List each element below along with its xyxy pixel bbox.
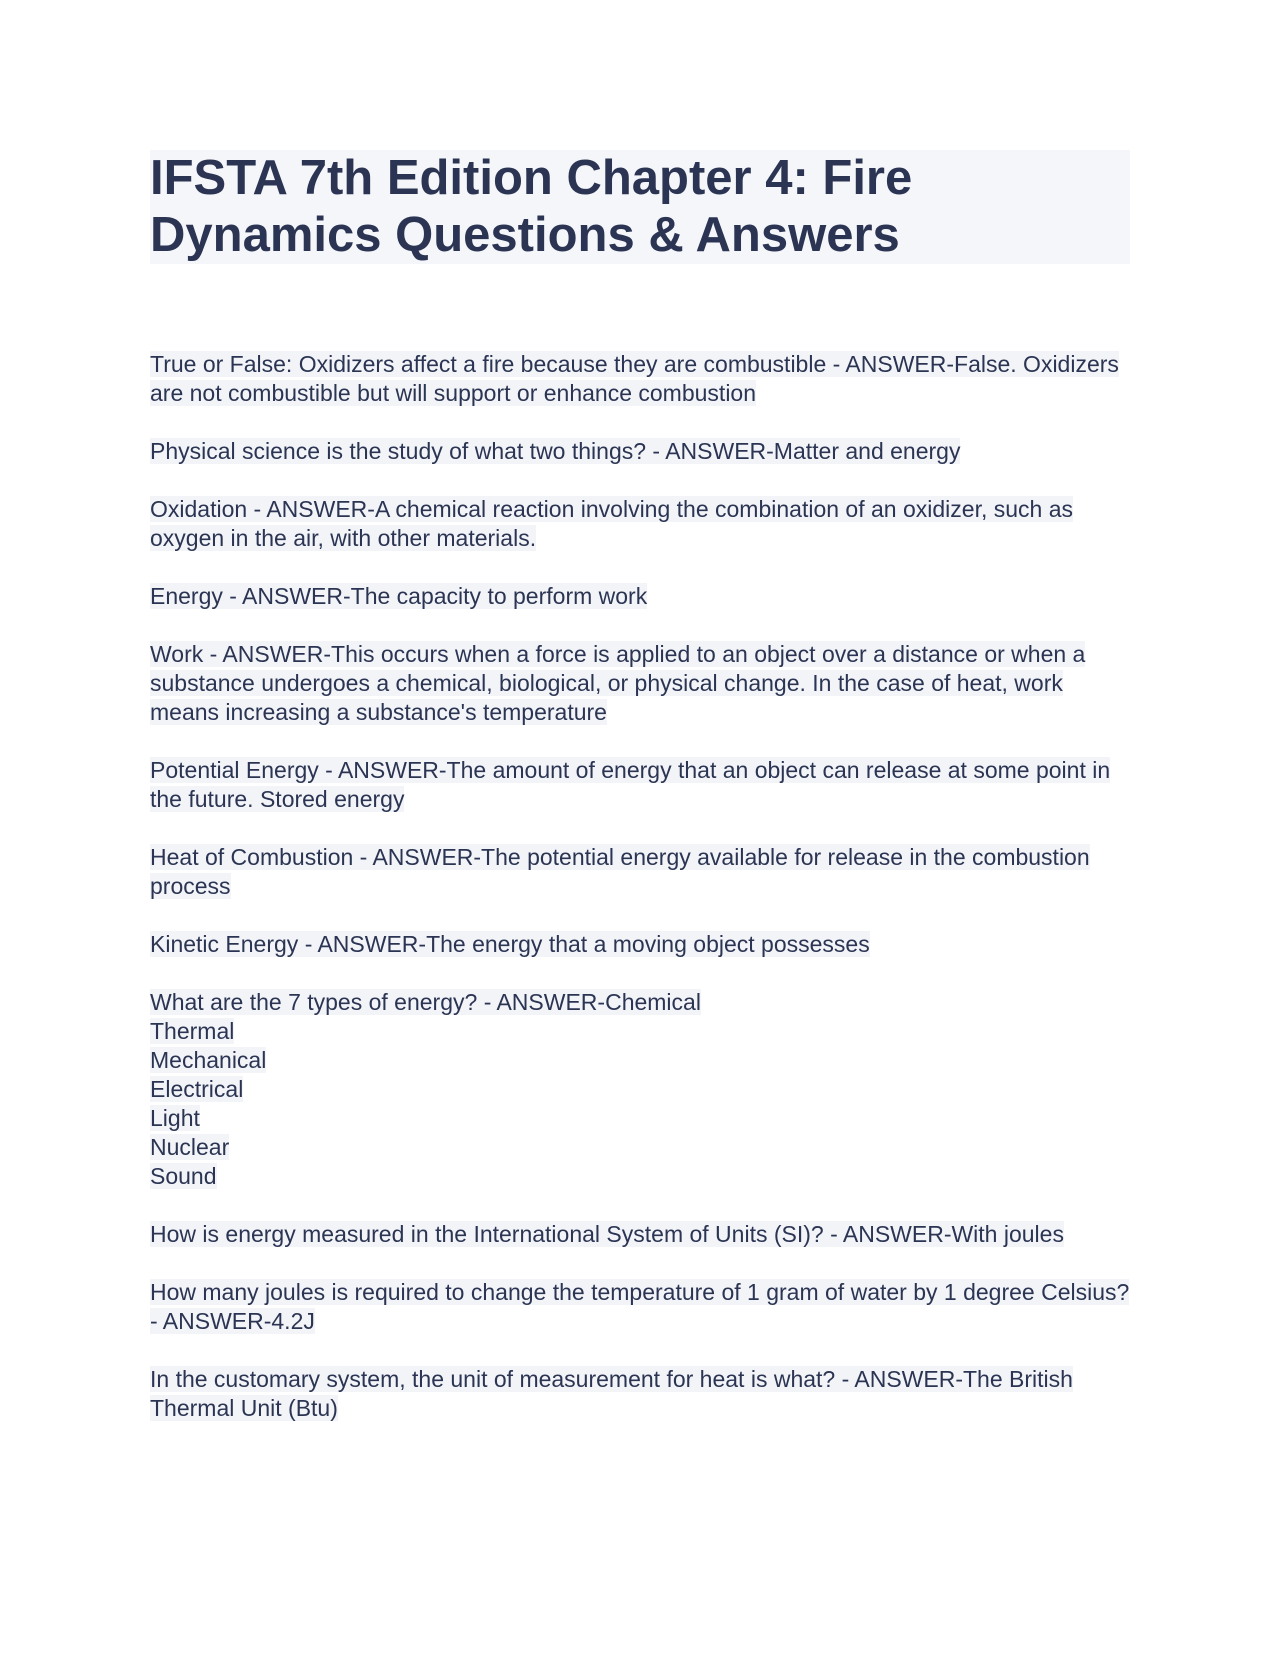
qa-list xyxy=(150,350,1130,1423)
qa-entry-potential-energy: Potential Energy - ANSWER-The amount of energy that an object can release at some point in the future. Stored energy xyxy=(150,757,1111,812)
qa-entry-kinetic-energy: Kinetic Energy - ANSWER-The energy that a moving object possesses xyxy=(150,931,870,957)
qa-entry-energy: Energy - ANSWER-The capacity to perform work xyxy=(150,583,648,609)
energy-type-item: Sound xyxy=(150,1163,217,1189)
qa-entry-si-units: How is energy measured in the International System of Units (SI)? - ANSWER-With joules xyxy=(150,1221,1064,1247)
qa-entry-energy-types xyxy=(150,988,1130,1191)
energy-type-item: Electrical xyxy=(150,1076,244,1102)
energy-type-item: Thermal xyxy=(150,1018,235,1044)
energy-type-item: Nuclear xyxy=(150,1134,230,1160)
qa-entry-physical-science: Physical science is the study of what two things? - ANSWER-Matter and energy xyxy=(150,438,961,464)
document-title: IFSTA 7th Edition Chapter 4: Fire Dynamics Questions & Answers xyxy=(150,150,1130,264)
qa-entry-joules-water: How many joules is required to change the temperature of 1 gram of water by 1 degree Celsius? - ANSWER-4.2J xyxy=(150,1279,1130,1334)
energy-type-item: Light xyxy=(150,1105,200,1131)
qa-entry-oxidation: Oxidation - ANSWER-A chemical reaction involving the combination of an oxidizer, such as oxygen in the air, with other materials. xyxy=(150,496,1073,551)
energy-types-question: What are the 7 types of energy? - ANSWER-Chemical xyxy=(150,989,701,1015)
qa-entry-heat-of-combustion: Heat of Combustion - ANSWER-The potential energy available for release in the combustion process xyxy=(150,844,1090,899)
energy-type-item: Mechanical xyxy=(150,1047,267,1073)
qa-entry-oxidizers: True or False: Oxidizers affect a fire because they are combustible - ANSWER-False. Oxidizers are not combustible but will support or enhance combustion xyxy=(150,351,1119,406)
document-page xyxy=(150,150,1130,1452)
qa-entry-work: Work - ANSWER-This occurs when a force is applied to an object over a distance or when a substance undergoes a chemical, biological, or physical change. In the case of heat, work means increasing a substance's temperature xyxy=(150,641,1086,725)
qa-entry-btu: In the customary system, the unit of measurement for heat is what? - ANSWER-The British Thermal Unit (Btu) xyxy=(150,1366,1073,1421)
